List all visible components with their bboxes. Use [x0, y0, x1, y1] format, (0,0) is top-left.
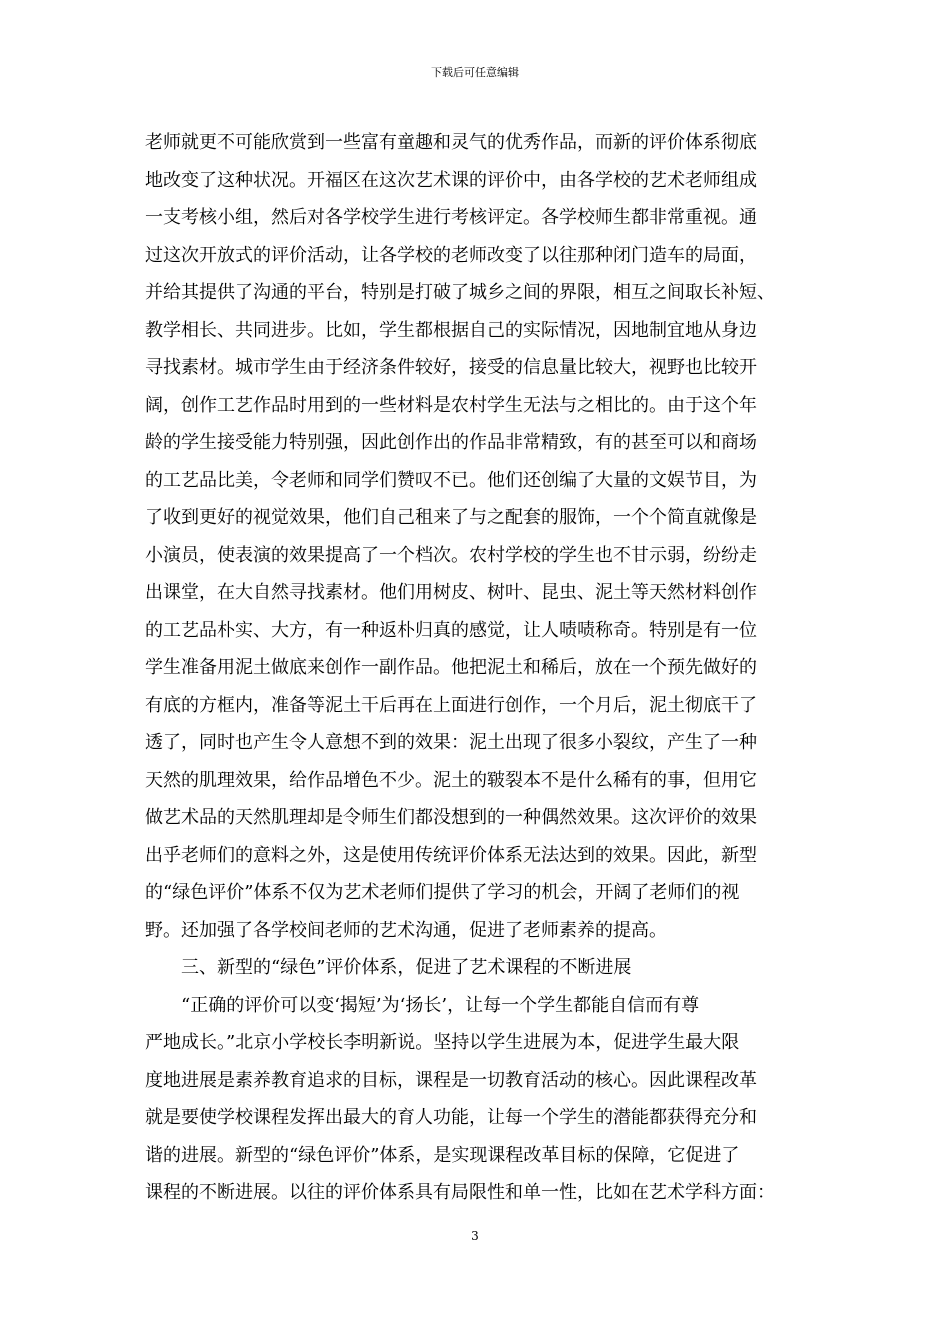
text-line: 寻找素材。城市学生由于经济条件较好，接受的信息量比较大，视野也比较开: [145, 357, 757, 378]
text-line: 透了，同时也产生令人意想不到的效果：泥土出现了很多小裂纹，产生了一种: [145, 732, 757, 753]
text-line: 出课堂，在大自然寻找素材。他们用树皮、树叶、昆虫、泥土等天然材料创作: [145, 582, 757, 603]
text-line: 出乎老师们的意料之外，这是使用传统评价体系无法达到的效果。因此，新型: [145, 844, 757, 866]
text-line: 阔，创作工艺作品时用到的一些材料是农村学生无法与之相比的。由于这个年: [145, 394, 757, 416]
text-line: 野。还加强了各学校间老师的艺术沟通，促进了老师素养的提高。: [145, 919, 667, 941]
text-line: 谐的进展。新型的“绿色评价”体系，是实现课程改革目标的保障，它促进了: [145, 1144, 740, 1166]
text-line: 并给其提供了沟通的平台，特别是打破了城乡之间的界限，相互之间取长补短、: [145, 282, 775, 303]
text-line: 课程的不断进展。以往的评价体系具有局限性和单一性，比如在艺术学科方面：: [145, 1182, 775, 1203]
text-line: 做艺术品的天然肌理却是令师生们都没想到的一种偶然效果。这次评价的效果: [145, 807, 757, 828]
text-line: 地改变了这种状况。开福区在这次艺术课的评价中，由各学校的艺术老师组成: [145, 169, 757, 191]
page-number: 3: [471, 1229, 479, 1243]
text-line: 老师就更不可能欣赏到一些富有童趣和灵气的优秀作品，而新的评价体系彻底: [145, 132, 757, 153]
text-line: 学生准备用泥土做底来创作一副作品。他把泥土和稀后，放在一个预先做好的: [145, 657, 757, 678]
text-line: 有底的方框内，准备等泥土干后再在上面进行创作，一个月后，泥土彻底干了: [145, 694, 757, 716]
text-line: 严地成长。”北京小学校长李明新说。坚持以学生进展为本，促进学生最大限: [145, 1032, 740, 1053]
text-line: 天然的肌理效果，给作品增色不少。泥土的皲裂本不是什么稀有的事，但用它: [145, 769, 757, 791]
text-line: 龄的学生接受能力特别强，因此创作出的作品非常精致，有的甚至可以和商场: [145, 432, 757, 453]
document-body: [145, 124, 815, 1212]
text-line: 一支考核小组，然后对各学校学生进行考核评定。各学校师生都非常重视。通: [145, 207, 757, 228]
text-line: “正确的评价可以变‘揭短’为‘扬长’，让每一个学生都能自信而有尊: [181, 994, 700, 1016]
text-line: 度地进展是素养教育追求的目标，课程是一切教育活动的核心。因此课程改革: [145, 1069, 757, 1091]
page-header: 下载后可任意编辑: [431, 66, 519, 79]
text-line: 就是要使学校课程发挥出最大的育人功能，让每一个学生的潜能都获得充分和: [145, 1107, 757, 1128]
text-line: 的工艺品比美，令老师和同学们赞叹不已。他们还创编了大量的文娱节目，为: [145, 469, 757, 491]
text-line: 教学相长、共同进步。比如，学生都根据自己的实际情况，因地制宜地从身边: [145, 319, 757, 341]
text-line: 了收到更好的视觉效果，他们自己租来了与之配套的服饰，一个个简直就像是: [145, 507, 757, 528]
section-heading: 三、新型的“绿色”评价体系，促进了艺术课程的不断进展: [181, 957, 632, 978]
text-line: 小演员，使表演的效果提高了一个档次。农村学校的学生也不甘示弱，纷纷走: [145, 544, 757, 566]
text-line: 的工艺品朴实、大方，有一种返朴归真的感觉，让人啧啧称奇。特别是有一位: [145, 619, 757, 641]
text-line: 的“绿色评价”体系不仅为艺术老师们提供了学习的机会，开阔了老师们的视: [145, 882, 740, 903]
text-line: 过这次开放式的评价活动，让各学校的老师改变了以往那种闭门造车的局面，: [145, 244, 757, 266]
